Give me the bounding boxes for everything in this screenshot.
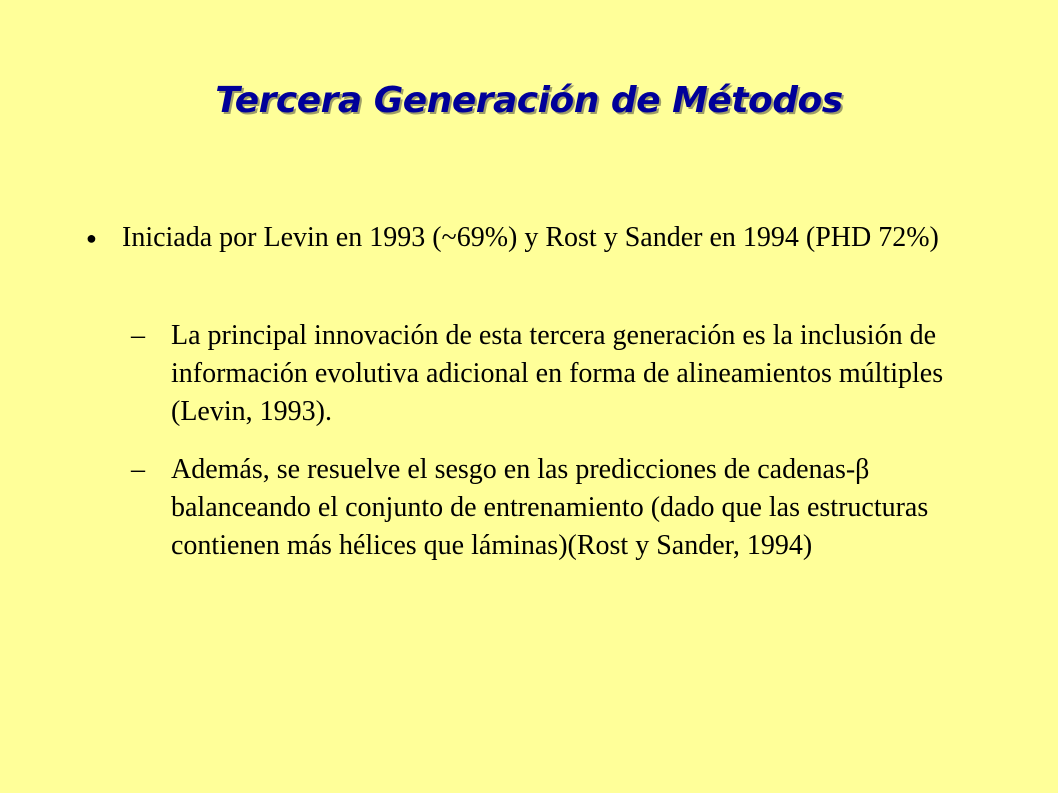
bullet-text: Iniciada por Levin en 1993 (~69%) y Rost y Sander en 1994 (PHD 72%) — [122, 222, 939, 253]
sub-bullet-marker: – — [131, 454, 145, 485]
bullet-marker: ● — [86, 228, 97, 248]
sub-bullet-text: La principal innovación de esta tercera generación es la inclusión de información evolutiva adicional en forma de alineamientos múltiples (Levin, 1993). — [171, 320, 944, 427]
sub-bullet-text: Además, se resuelve el sesgo en las predicciones de cadenas-β balanceando el conjunto de entrenamiento (dado que las estructuras contienen más hélices que láminas)(Rost y Sander, 1994) — [171, 454, 929, 561]
slide-title: Tercera Generación de Métodos — [215, 80, 843, 121]
sub-bullet-marker: – — [131, 320, 145, 351]
